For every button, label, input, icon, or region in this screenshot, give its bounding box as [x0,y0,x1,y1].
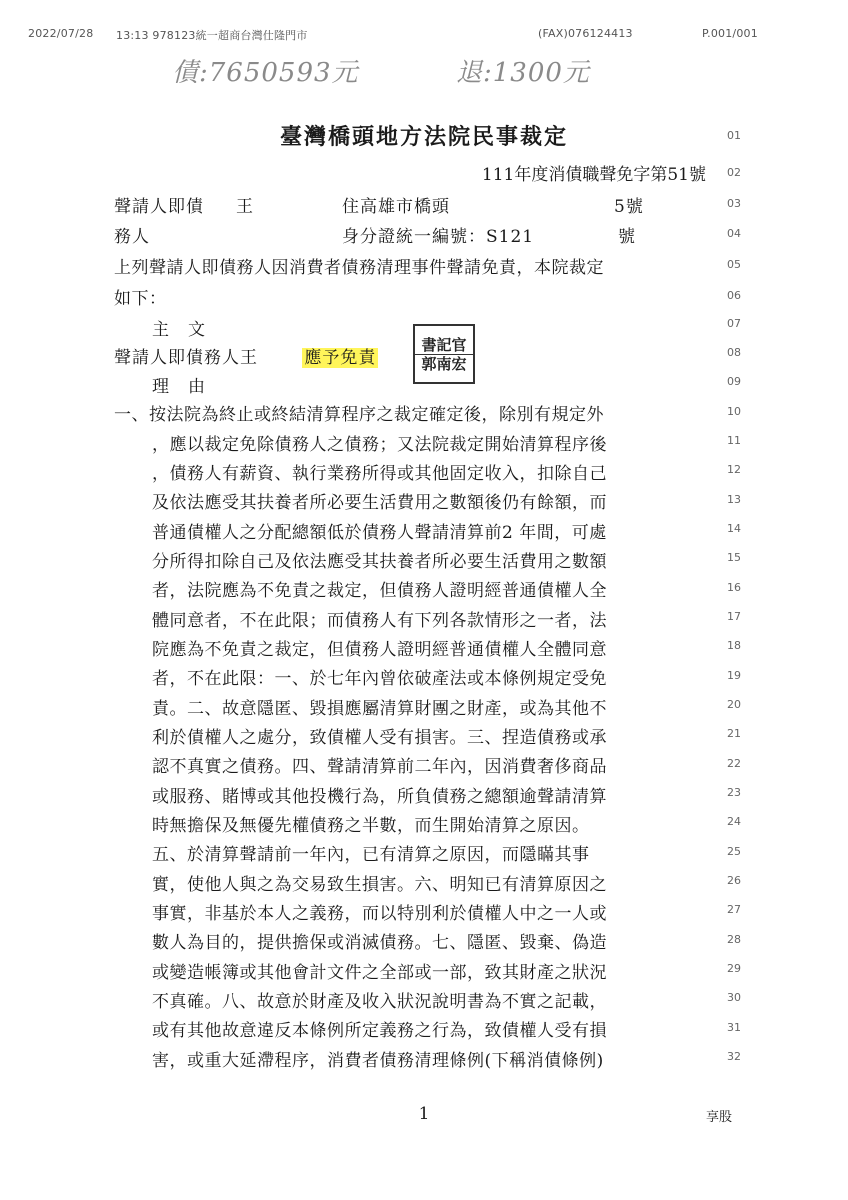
fax-date: 2022/07/28 [28,27,94,40]
handwritten-refund-note: 退:1300元 [456,58,590,88]
applicant-address: 住高雄市橋頭 [342,197,450,217]
line-number: 18 [727,639,741,652]
line-number: 29 [727,962,741,975]
line-number: 27 [727,903,741,916]
line-number: 19 [727,669,741,682]
body-line: 不真確。八、故意於財產及收入狀況說明書為不實之記載， [152,992,607,1012]
line-number: 21 [727,727,741,740]
line-number: 06 [727,289,741,302]
line-number: 26 [727,874,741,887]
body-line: 院應為不免責之裁定，但債務人證明經普通債權人全體同意 [152,640,607,660]
line-number: 24 [727,815,741,828]
line-number: 05 [727,258,741,271]
body-line: 或變造帳簿或其他會計文件之全部或一部，致其財產之狀況 [152,963,607,983]
body-line: 數人為目的，提供擔保或消滅債務。七、隱匿、毀棄、偽造 [152,933,607,953]
line-number: 02 [727,166,741,179]
page-number: 1 [418,1104,430,1124]
line-number: 30 [727,991,741,1004]
seal-top-text: 書記官 [421,335,467,354]
body-line: ，債務人有薪資、執行業務所得或其他固定收入，扣除自己 [152,464,607,484]
body-line: 實，使他人與之為交易致生損害。六、明知已有清算原因之 [152,875,607,895]
line-number: 32 [727,1050,741,1063]
intro-line: 上列聲請人即債務人因消費者債務清理事件聲請免責，本院裁定 [114,258,604,278]
main-heading: 主 文 [152,320,206,340]
body-line: 時無擔保及無優先權債務之半數，而生開始清算之原因。 [152,816,590,836]
line-number: 14 [727,522,741,535]
line-number: 23 [727,786,741,799]
body-line: 害，或重大延滯程序，消費者債務清理條例(下稱消債條例) [152,1051,604,1071]
line-number: 22 [727,757,741,770]
fax-sender: 13:13 978123統一超商台灣仕隆門市 [116,29,308,42]
line-number: 01 [727,129,741,142]
ruling-highlight: 應予免責 [304,348,377,368]
clerk-seal-stamp [413,324,475,384]
line-number: 20 [727,698,741,711]
body-line: 或有其他故意違反本條例所定義務之行為，致債權人受有損 [152,1021,607,1041]
line-number: 28 [727,933,741,946]
body-line: 普通債權人之分配總額低於債務人聲請清算前2 年間，可處 [152,523,607,543]
handwritten-debt-note: 債:7650593元 [172,58,359,88]
line-number: 13 [727,493,741,506]
fax-page: P.001/001 [702,27,758,40]
line-number: 03 [727,197,741,210]
body-line: 五、於清算聲請前一年內，已有清算之原因，而隱瞞其事 [152,845,590,865]
body-line: 認不真實之債務。四、聲請清算前二年內，因消費奢侈商品 [152,757,607,777]
body-line: ，應以裁定免除債務人之債務；又法院裁定開始清算程序後 [152,435,607,455]
line-number: 04 [727,227,741,240]
fax-number: (FAX)076124413 [538,27,633,40]
applicant-name: 王 [236,197,254,217]
line-number: 08 [727,346,741,359]
body-line: 利於債權人之處分，致債權人受有損害。三、捏造債務或承 [152,728,607,748]
reason-heading: 理 由 [152,377,206,397]
body-line: 體同意者，不在此限；而債務人有下列各款情形之一者，法 [152,611,607,631]
intro-line: 如下： [114,289,167,309]
line-number: 31 [727,1021,741,1034]
line-number: 15 [727,551,741,564]
body-line: 或服務、賭博或其他投機行為，所負債務之總額逾聲請清算 [152,787,607,807]
court-division: 享股 [706,1110,733,1125]
body-line: 事實，非基於本人之義務，而以特別利於債權人中之一人或 [152,904,607,924]
line-number: 09 [727,375,741,388]
line-number: 10 [727,405,741,418]
body-line: 者，法院應為不免責之裁定，但債務人證明經普通債權人全 [152,581,607,601]
document-title: 臺灣橋頭地方法院民事裁定 [279,124,568,150]
line-number: 25 [727,845,741,858]
body-line: 分所得扣除自己及依法應受其扶養者所必要生活費用之數額 [152,552,607,572]
body-line: 及依法應受其扶養者所必要生活費用之數額後仍有餘額，而 [152,493,607,513]
line-number: 17 [727,610,741,623]
body-line: 責。二、故意隱匿、毀損應屬清算財團之財產，或為其他不 [152,699,607,719]
applicant-address-end: 5號 [614,197,644,217]
applicant-label-line2: 務人 [114,227,150,247]
applicant-id-end: 號 [618,227,636,247]
line-number: 16 [727,581,741,594]
ruling-line [114,343,378,368]
line-number: 11 [727,434,741,447]
ruling-prefix: 聲請人即債務人王 [114,348,258,368]
body-line: 一、按法院為終止或終結清算程序之裁定確定後，除別有規定外 [114,405,604,425]
seal-bottom-text: 郭南宏 [415,354,473,373]
body-line: 者，不在此限：一、於七年內曾依破產法或本條例規定受免 [152,669,607,689]
line-number: 07 [727,317,741,330]
applicant-id: 身分證統一編號：S121 [342,227,535,247]
line-number: 12 [727,463,741,476]
case-number: 111年度消債職聲免字第51號 [481,165,706,185]
applicant-label-line1: 聲請人即債 [114,197,204,217]
